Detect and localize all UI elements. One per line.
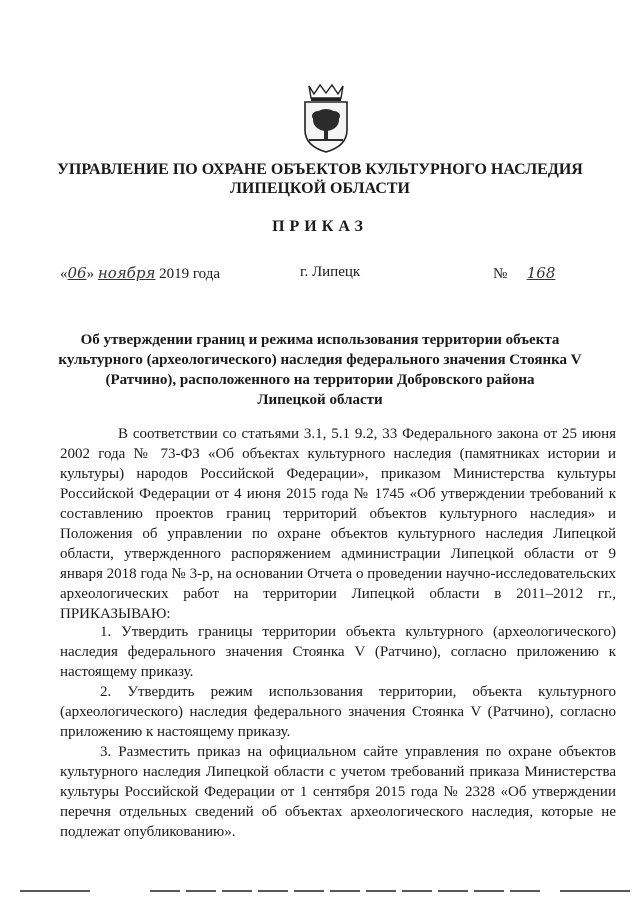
order-number-handwritten: 168 [526,264,556,282]
number-prefix: № [493,266,508,282]
date-close-quote: » [86,266,95,282]
order-city: г. Липецк [300,264,361,280]
order-title-line3: (Ратчино), расположенного на территории Добровского района [105,372,535,388]
organization-name-line1: УПРАВЛЕНИЕ ПО ОХРАНЕ ОБЪЕКТОВ КУЛЬТУРНОГО НАСЛЕДИЯ [57,161,583,178]
date-open-quote: « [60,266,68,282]
order-title-line4: Липецкой области [257,392,383,408]
date-year: 2019 года [159,266,221,282]
organization-name-line2: ЛИПЕЦКОЙ ОБЛАСТИ [230,180,410,197]
bottom-divider [0,890,640,892]
date-month-handwritten: ноября [97,264,156,282]
order-number [493,264,571,283]
document-type-title: ПРИКАЗ [272,218,368,235]
order-item-2: 2. Утвердить режим использования территории, объекта культурного (археологического) наследия федерального значения Стоянка V (Ратчино), согласно приложению к настоящему приказу. [60,684,616,740]
date-day-handwritten: 06 [67,264,87,282]
order-title-line2: культурного (археологического) наследия федерального значения Стоянка V [58,352,582,368]
order-item-3: 3. Разместить приказ на официальном сайте управления по охране объектов культурного наследия Липецкой области с учетом требований приказа Министерства культуры Российской Федерации от 1 сентября 2015 года № 2328 «Об утверждении перечня отдельных сведений об объектах археологического наследия, которые не подлежат опубликованию». [60,744,616,840]
preamble-paragraph: В соответствии со статьями 3.1, 5.1 9.2, 33 Федерального закона от 25 июня 2002 года № 73-ФЗ «Об объектах культурного наследия (памятниках истории и культуры) народов Российской Федерации», приказом Министерства культуры Российской Федерации от 4 июня 2015 года № 1745 «Об утверждении требований к составлению проектов границ территорий объектов культурного наследия» и Положения об управлении по охране объектов культурного наследия Липецкой области, утвержденного распоряжением администрации Липецкой области от 9 января 2018 года № 3-р, на основании Отчета о проведении научно-исследовательских археологических работ на территории Липецкой области в 2011–2012 гг., ПРИКАЗЫВАЮ: [60,426,616,622]
order-title-line1: Об утверждении границ и режима использования территории объекта [80,332,560,348]
order-item-1: 1. Утвердить границы территории объекта культурного (археологического) наследия федерального значения Стоянка V (Ратчино), согласно приложению к настоящему приказу. [60,624,616,680]
coat-of-arms-emblem [293,82,359,154]
order-date [60,264,220,283]
